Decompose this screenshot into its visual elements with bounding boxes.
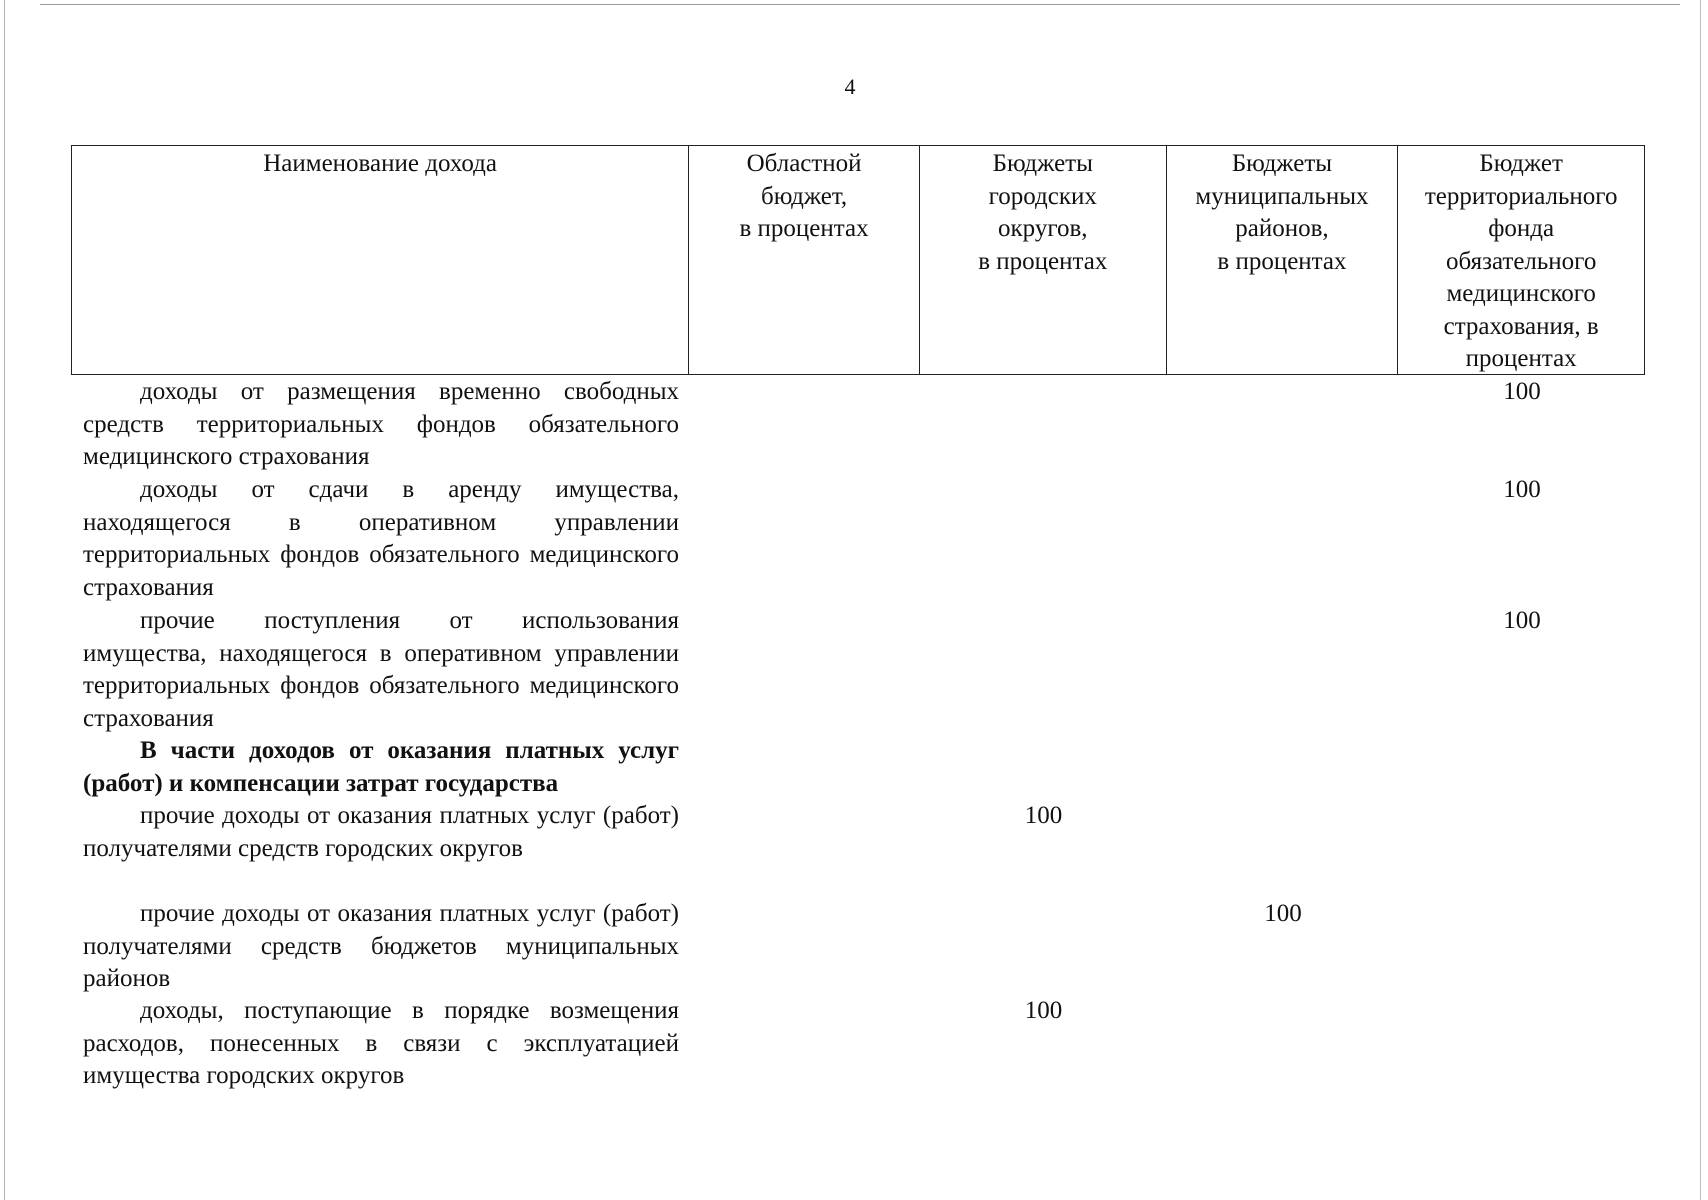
- scan-edge-top: [40, 4, 1680, 5]
- row-income-name: доходы, поступающие в порядке возмещения расходов, понесенных в связи с эксплуатацией имущества городских округов: [83, 997, 679, 1089]
- header-income-name: Наименование дохода: [72, 146, 689, 374]
- scan-edge-right: [1700, 0, 1701, 1200]
- row-income-name: доходы от размещения временно свободных средств территориальных фондов обязательного медицинского страхования: [83, 378, 679, 470]
- section-heading: В части доходов от оказания платных услуг (работ) и компенсации затрат государства: [83, 737, 679, 797]
- row-fund-value: 100: [1503, 476, 1541, 503]
- header-fund-budget: Бюджет территориального фонда обязательного медицинского страхования, в процентах: [1424, 150, 1618, 372]
- scan-edge-left: [4, 0, 5, 1200]
- header-municipal-budgets: Бюджеты муниципальных районов, в процентах: [1167, 146, 1399, 374]
- row-income-name: прочие доходы от оказания платных услуг (работ) получателями средств бюджетов муниципальных районов: [83, 900, 679, 992]
- table-header: [71, 145, 1645, 375]
- row-fund-value: 100: [1503, 378, 1541, 405]
- row-income-name: прочие доходы от оказания платных услуг (работ) получателями средств городских округов: [83, 802, 679, 862]
- row-income-name: прочие поступления от использования имущества, находящегося в оперативном управлении территориальных фондов обязательного медицинского страхования: [83, 607, 679, 732]
- page-number: 4: [844, 74, 856, 99]
- row-income-name: доходы от сдачи в аренду имущества, находящегося в оперативном управлении территориальных фондов обязательного медицинского страхования: [83, 476, 679, 601]
- row-city-value: 100: [1024, 802, 1063, 829]
- header-regional-budget: Областной бюджет, в процентах: [689, 146, 920, 374]
- header-city-budgets: Бюджеты городских округов, в процентах: [920, 146, 1167, 374]
- row-fund-value: 100: [1503, 607, 1541, 634]
- row-city-value: 100: [1024, 997, 1063, 1024]
- row-municipal-value: 100: [1264, 900, 1302, 927]
